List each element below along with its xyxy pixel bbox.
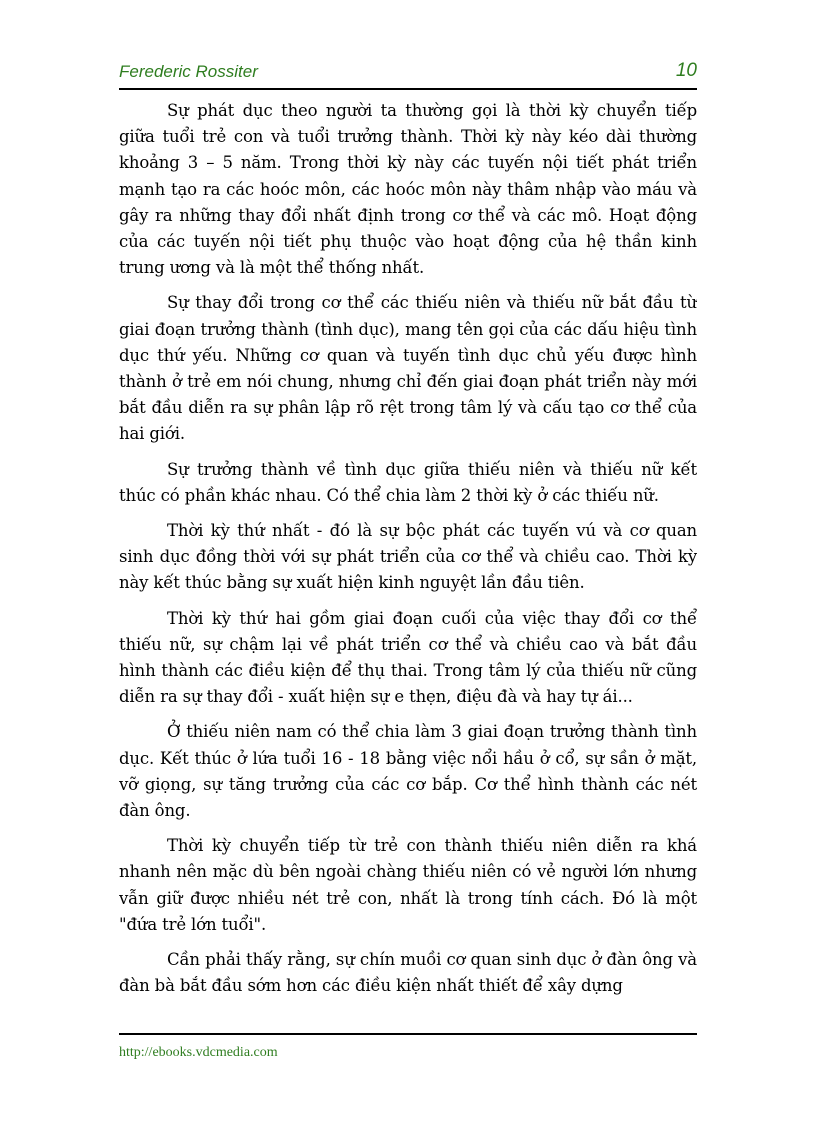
footer-link[interactable]: http://ebooks.vdcmedia.com (119, 1045, 278, 1060)
paragraph: Thời kỳ thứ nhất - đó là sự bộc phát các tuyến vú và cơ quan sinh dục đồng thời với sự phát triển của cơ thể và chiều cao. Thời kỳ này kết thúc bằng sự xuất hiện kinh nguyệt lần đầu tiên. (119, 521, 697, 593)
paragraph: Thời kỳ chuyển tiếp từ trẻ con thành thiếu niên diễn ra khá nhanh nên mặc dù bên ngoài chàng thiếu niên có vẻ người lớn nhưng vẫn giữ được nhiều nét trẻ con, nhất là trong tính cách. Đó là một "đứa trẻ lớn tuổi". (119, 836, 697, 934)
paragraph: Cần phải thấy rằng, sự chín muồi cơ quan sinh dục ở đàn ông và đàn bà bắt đầu sớm hơn các điều kiện nhất thiết để xây dựng (119, 950, 697, 996)
page-number: 10 (675, 60, 697, 81)
paragraph: Sự trưởng thành về tình dục giữa thiếu niên và thiếu nữ kết thúc có phần khác nhau. Có thể chia làm 2 thời kỳ ở các thiếu nữ. (119, 459, 697, 505)
page-header (119, 62, 697, 90)
header-author: Ferederic Rossiter (119, 62, 258, 81)
paragraph: Sự thay đổi trong cơ thể các thiếu niên và thiếu nữ bắt đầu từ giai đoạn trưởng thành (tình dục), mang tên gọi của các dấu hiệu tình dục thứ yếu. Những cơ quan và tuyến tình dục chủ yếu được hình thành ở trẻ em nói chung, nhưng chỉ đến giai đoạn phát triển này mới bắt đầu diễn ra sự phân lập rõ rệt trong tâm lý và cấu tạo cơ thể của hai giới. (119, 293, 697, 444)
footer-divider (119, 1033, 697, 1035)
paragraph: Ở thiếu niên nam có thể chia làm 3 giai đoạn trưởng thành tình dục. Kết thúc ở lứa tuổi 16 - 18 bằng việc nổi hầu ở cổ, sự sần ở mặt, vỡ giọng, sự tăng trưởng của các cơ bắp. Cơ thể hình thành các nét đàn ông. (119, 722, 697, 821)
paragraph: Sự phát dục theo người ta thường gọi là thời kỳ chuyển tiếp giữa tuổi trẻ con và tuổi trưởng thành. Thời kỳ này kéo dài thường khoảng 3 – 5 năm. Trong thời kỳ này các tuyến nội tiết phát triển mạnh tạo ra các hoóc môn, các hoóc môn này thâm nhập vào máu và gây ra những thay đổi nhất định trong cơ thể và các mô. Hoạt động của các tuyến nội tiết phụ thuộc vào hoạt động của hệ thần kinh trung ương và là một thể thống nhất. (119, 101, 697, 278)
paragraph: Thời kỳ thứ hai gồm giai đoạn cuối của việc thay đổi cơ thể thiếu nữ, sự chậm lại về phát triển cơ thể và chiều cao và bắt đầu hình thành các điều kiện để thụ thai. Trong tâm lý của thiếu nữ cũng diễn ra sự thay đổi - xuất hiện sự e thẹn, điệu đà và hay tự ái... (119, 608, 697, 707)
body-text (119, 98, 697, 1008)
